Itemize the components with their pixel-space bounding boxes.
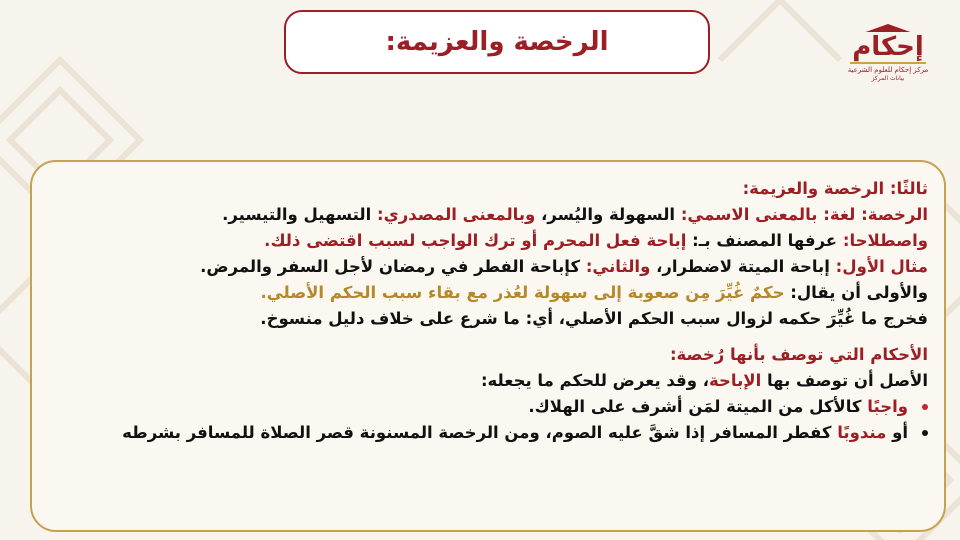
masdar-value: التسهيل والتيسير. <box>222 205 372 224</box>
bullet-item <box>48 394 928 420</box>
line-rukhsa <box>48 202 928 228</box>
masdar-label: وبالمعنى المصدري: <box>377 205 536 224</box>
section-heading <box>48 176 928 202</box>
content <box>48 176 928 446</box>
logo <box>846 24 930 94</box>
bullet-text: كالأكل من الميتة لمَن أشرف على الهلاك. <box>528 397 862 416</box>
ahkam-heading-text: الأحكام التي توصف بأنها رُخصة: <box>669 345 928 364</box>
example-second-label: والثاني: <box>585 257 651 276</box>
spacer <box>48 332 928 342</box>
logo-roof-icon <box>860 24 916 32</box>
istilah-label: واصطلاحا: <box>842 231 928 250</box>
line-asl <box>48 368 928 394</box>
awla-intro: والأولى أن يقال: <box>790 283 928 302</box>
bullet-item <box>48 420 928 446</box>
lugha-label: لغة: <box>823 205 856 224</box>
content-box <box>30 160 946 532</box>
asl-text-after: ، وقد يعرض للحكم ما يجعله: <box>480 371 709 390</box>
bullet-text: كفطر المسافر إذا شقَّ عليه الصوم، ومن الرخصة المسنونة قصر الصلاة للمسافر بشرطه <box>122 423 832 442</box>
ism-value: السهولة واليُسر، <box>541 205 676 224</box>
rukhsa-label: الرخصة: <box>861 205 928 224</box>
bullet-prefix: أو <box>892 423 908 442</box>
ism-label: بالمعنى الاسمي: <box>680 205 818 224</box>
line-awla <box>48 280 928 306</box>
line-istilah <box>48 228 928 254</box>
line-example <box>48 254 928 280</box>
awla-definition: حكمٌ غُيِّرَ مِن صعوبة إلى سهولة لعُذر مع بقاء سبب الحكم الأصلي. <box>260 283 785 302</box>
asl-text-before: الأصل أن توصف بها <box>766 371 928 390</box>
exclude-text: فخرج ما غُيِّرَ حكمه لزوال سبب الحكم الأصلي، أي: ما شرع على خلاف دليل منسوخ. <box>260 309 928 328</box>
logo-brand: إحكام <box>852 32 924 62</box>
logo-subtitle: مركز إحكام للعلوم الشرعية <box>847 66 929 74</box>
bullet-label: مندوبًا <box>837 423 887 442</box>
bullet-dot-icon <box>922 430 928 436</box>
slide-title: الرخصة والعزيمة: <box>385 27 609 57</box>
istilah-intro: عرفها المصنف بـ: <box>692 231 838 250</box>
asl-highlight: الإباحة <box>709 371 762 390</box>
line-exclude <box>48 306 928 332</box>
title-box <box>284 10 710 74</box>
example-first-value: إباحة الميتة لاضطرار، <box>656 257 830 276</box>
ahkam-heading <box>48 342 928 368</box>
logo-ref: بيانات المركز <box>871 75 905 82</box>
istilah-definition: إباحة فعل المحرم أو ترك الواجب لسبب اقتضى ذلك. <box>264 231 687 250</box>
section-heading-text: ثالثًا: الرخصة والعزيمة: <box>742 179 928 198</box>
example-second-value: كإباحة الفطر في رمضان لأجل السفر والمرض. <box>200 257 581 276</box>
bullet-label: واجبًا <box>867 397 908 416</box>
bullet-dot-icon <box>922 404 928 410</box>
example-first-label: مثال الأول: <box>835 257 928 276</box>
